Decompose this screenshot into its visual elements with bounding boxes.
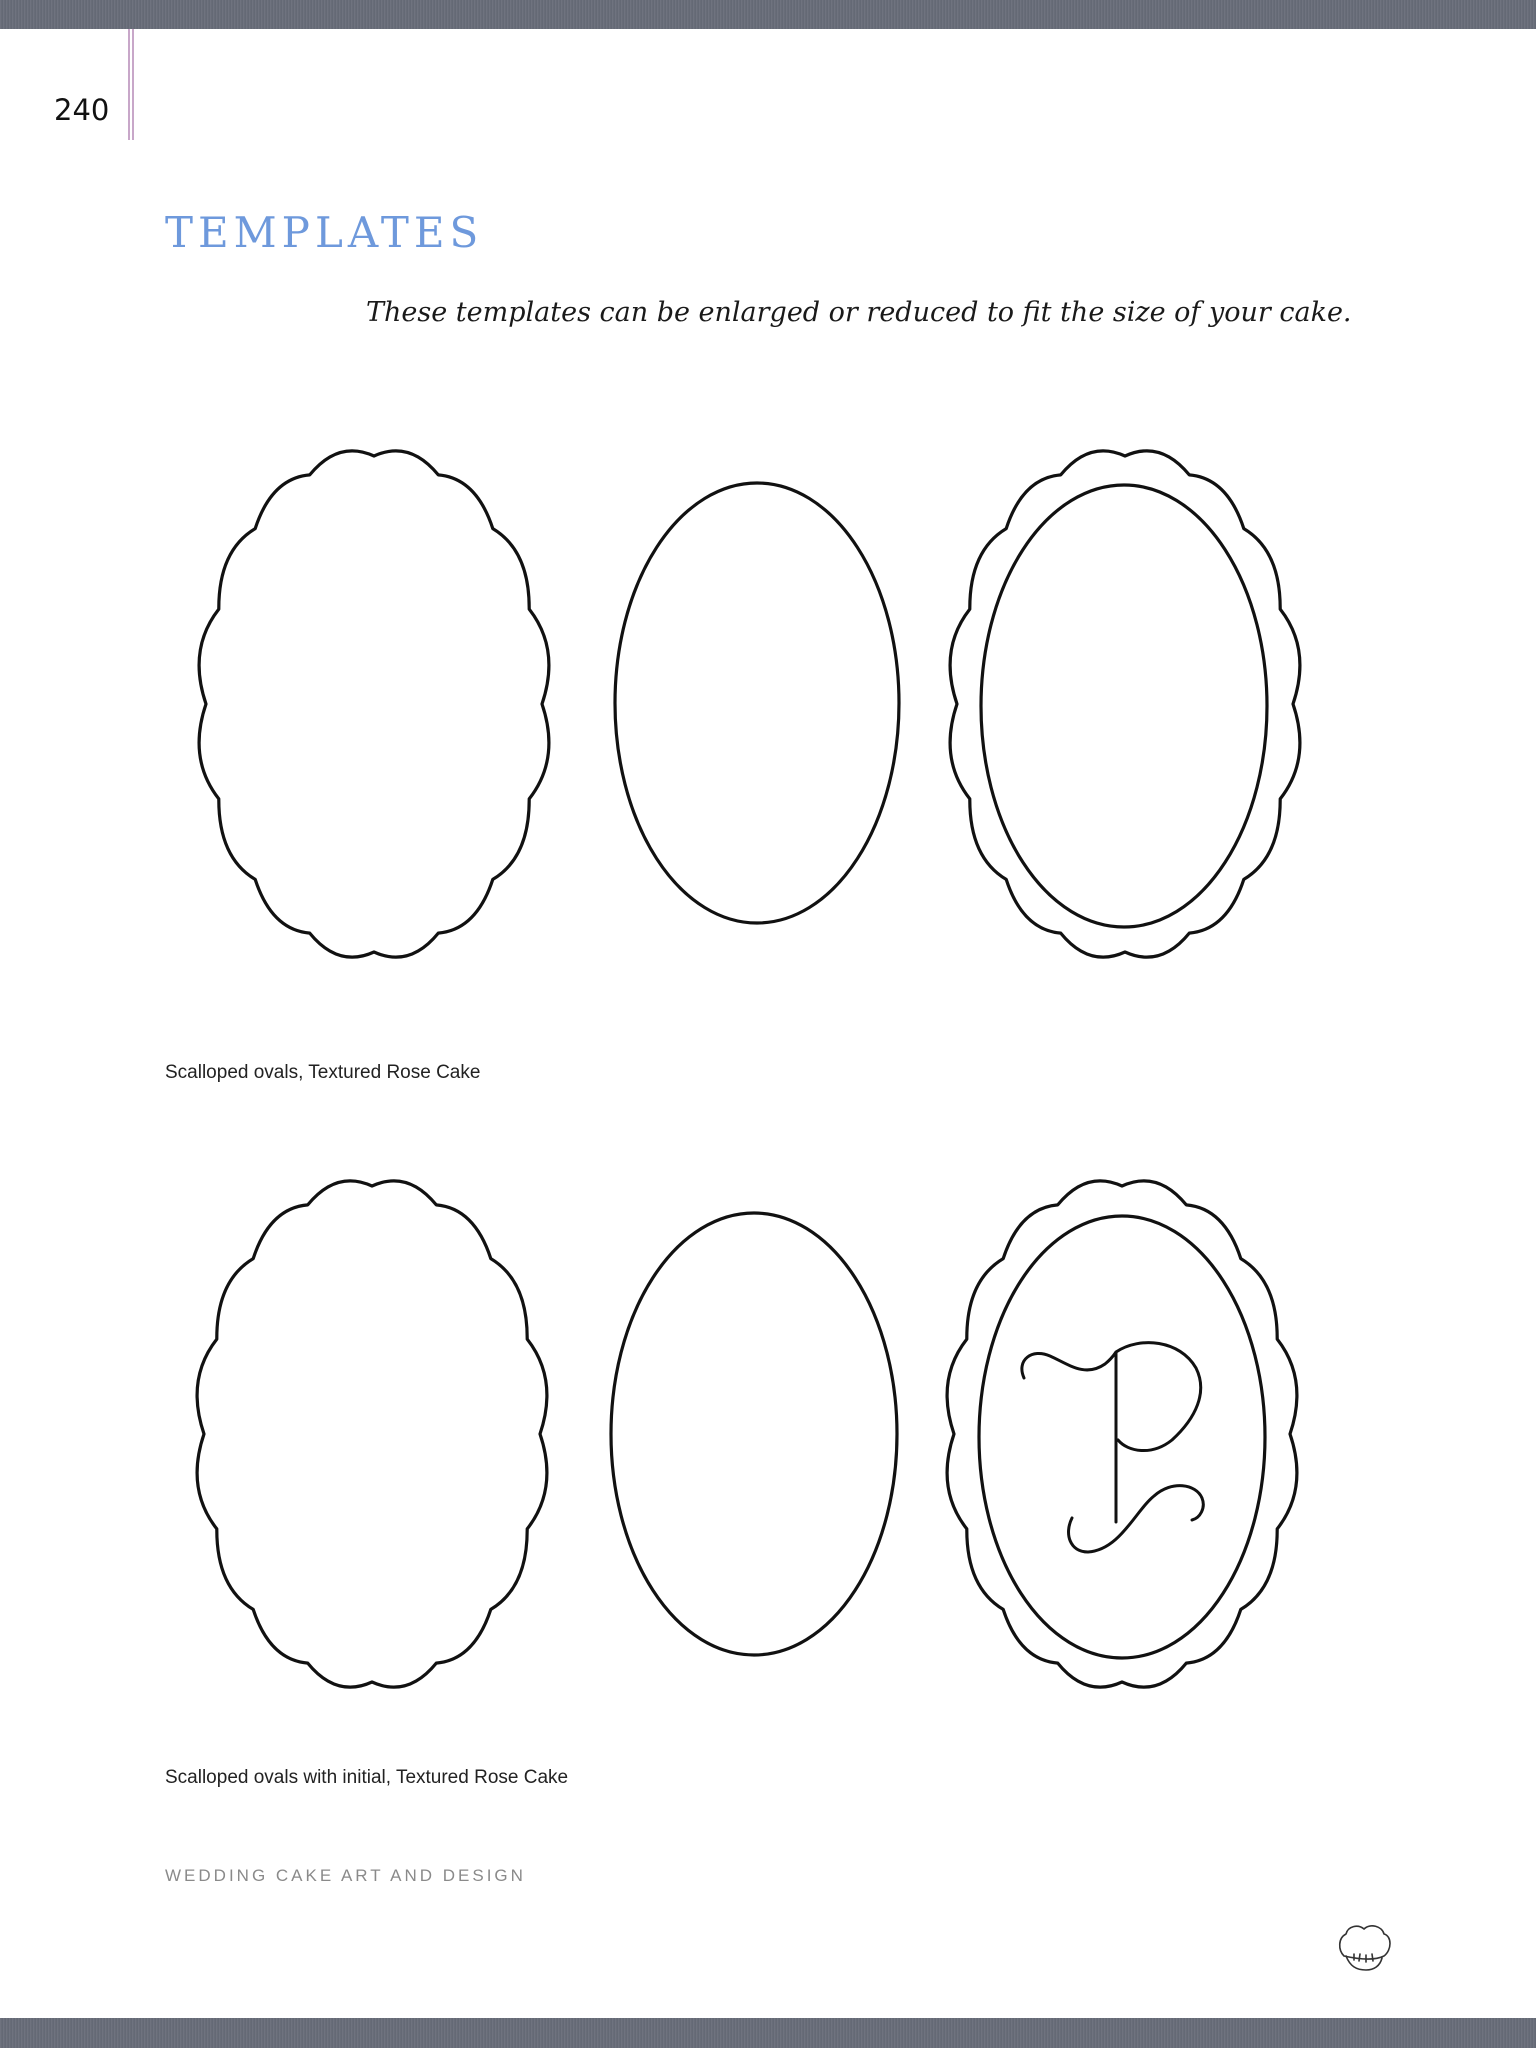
plain-oval-template bbox=[611, 1213, 897, 1655]
initial-p-monogram bbox=[1022, 1343, 1203, 1552]
scalloped-oval-template bbox=[950, 451, 1300, 957]
bottom-frame-bar bbox=[0, 2018, 1536, 2048]
caption-scalloped-ovals-with-initial: Scalloped ovals with initial, Textured Rose Cake bbox=[165, 1767, 569, 1788]
scalloped-oval-template bbox=[947, 1181, 1297, 1687]
running-footer: WEDDING CAKE ART AND DESIGN bbox=[165, 1866, 526, 1885]
plain-oval-template bbox=[615, 483, 899, 923]
page-number: 240 bbox=[54, 93, 110, 127]
intro-text: These templates can be enlarged or reduced to fit the size of your cake. bbox=[366, 297, 1352, 328]
page-title: TEMPLATES bbox=[165, 208, 484, 257]
inner-oval-template bbox=[981, 485, 1267, 927]
scalloped-oval-template bbox=[197, 1181, 547, 1687]
chef-hat-icon bbox=[1336, 1920, 1392, 1974]
caption-scalloped-ovals: Scalloped ovals, Textured Rose Cake bbox=[165, 1062, 481, 1083]
inner-oval-template bbox=[979, 1216, 1265, 1658]
scalloped-oval-template bbox=[199, 451, 549, 957]
